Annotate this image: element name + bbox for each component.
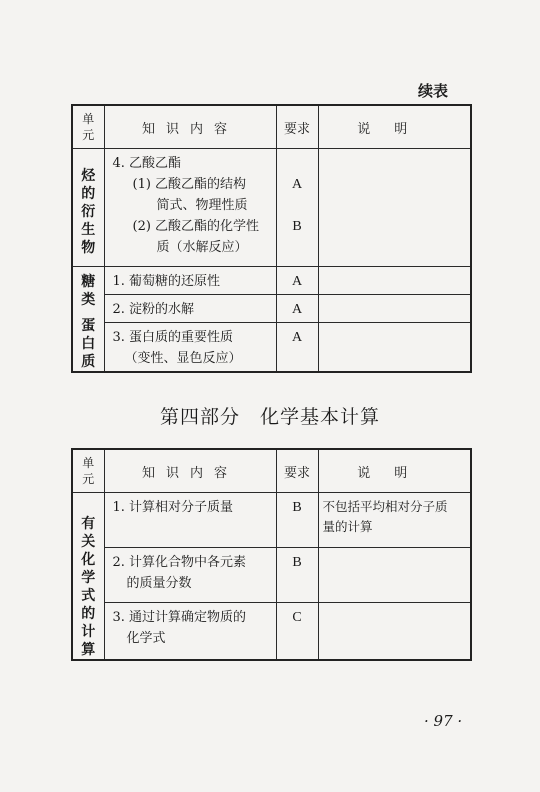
section-title: 第四部分 化学基本计算 [159,406,380,428]
table-row [72,548,471,603]
content-cell: 4. 乙酸乙酯 (1) 乙酸乙酯的结构 简式、物理性质 (2) 乙酸乙酯的化学性 质（水解反应） [104,149,276,267]
header-requirement: 要求 [276,449,318,493]
content-cell: 2. 计算化合物中各元素 的质量分数 [104,548,276,603]
table-row [72,603,471,660]
requirement-cell: A [276,323,318,373]
header-requirement: 要求 [276,105,318,149]
page-number: · 97 · [424,712,463,730]
unit-cell: 糖 类 蛋 白 质 [72,267,104,373]
header-content: 知识内容 [104,105,276,149]
header-content: 知识内容 [104,449,276,493]
requirement-cell: A [276,295,318,323]
table-header-row [72,449,471,493]
continued-label: 续表 [418,82,449,100]
calculation-table [71,448,472,661]
note-cell [318,548,471,603]
note-cell [318,603,471,660]
note-cell [318,323,471,373]
knowledge-table-continued [71,104,472,373]
table-header-row [72,105,471,149]
table-row [72,493,471,548]
note-cell [318,295,471,323]
header-note: 说明 [318,105,471,149]
content-cell: 1. 计算相对分子质量 [104,493,276,548]
content-cell: 3. 蛋白质的重要性质 （变性、显色反应） [104,323,276,373]
unit-cell: 烃 的 衍 生 物 [72,149,104,267]
requirement-cell: B [276,548,318,603]
requirement-cell: A [276,267,318,295]
table-row [72,267,471,295]
content-cell: 2. 淀粉的水解 [104,295,276,323]
header-note: 说明 [318,449,471,493]
table-row [72,149,471,267]
note-cell [318,149,471,267]
requirement-cell: C [276,603,318,660]
content-cell: 3. 通过计算确定物质的 化学式 [104,603,276,660]
table-row [72,323,471,373]
table-row [72,295,471,323]
unit-cell: 有 关 化 学 式 的 计 算 [72,493,104,661]
requirement-cell: A B [276,149,318,267]
header-unit: 单 元 [72,449,104,493]
requirement-cell: B [276,493,318,548]
note-cell [318,267,471,295]
header-unit: 单 元 [72,105,104,149]
note-cell: 不包括平均相对分子质 量的计算 [318,493,471,548]
content-cell: 1. 葡萄糖的还原性 [104,267,276,295]
